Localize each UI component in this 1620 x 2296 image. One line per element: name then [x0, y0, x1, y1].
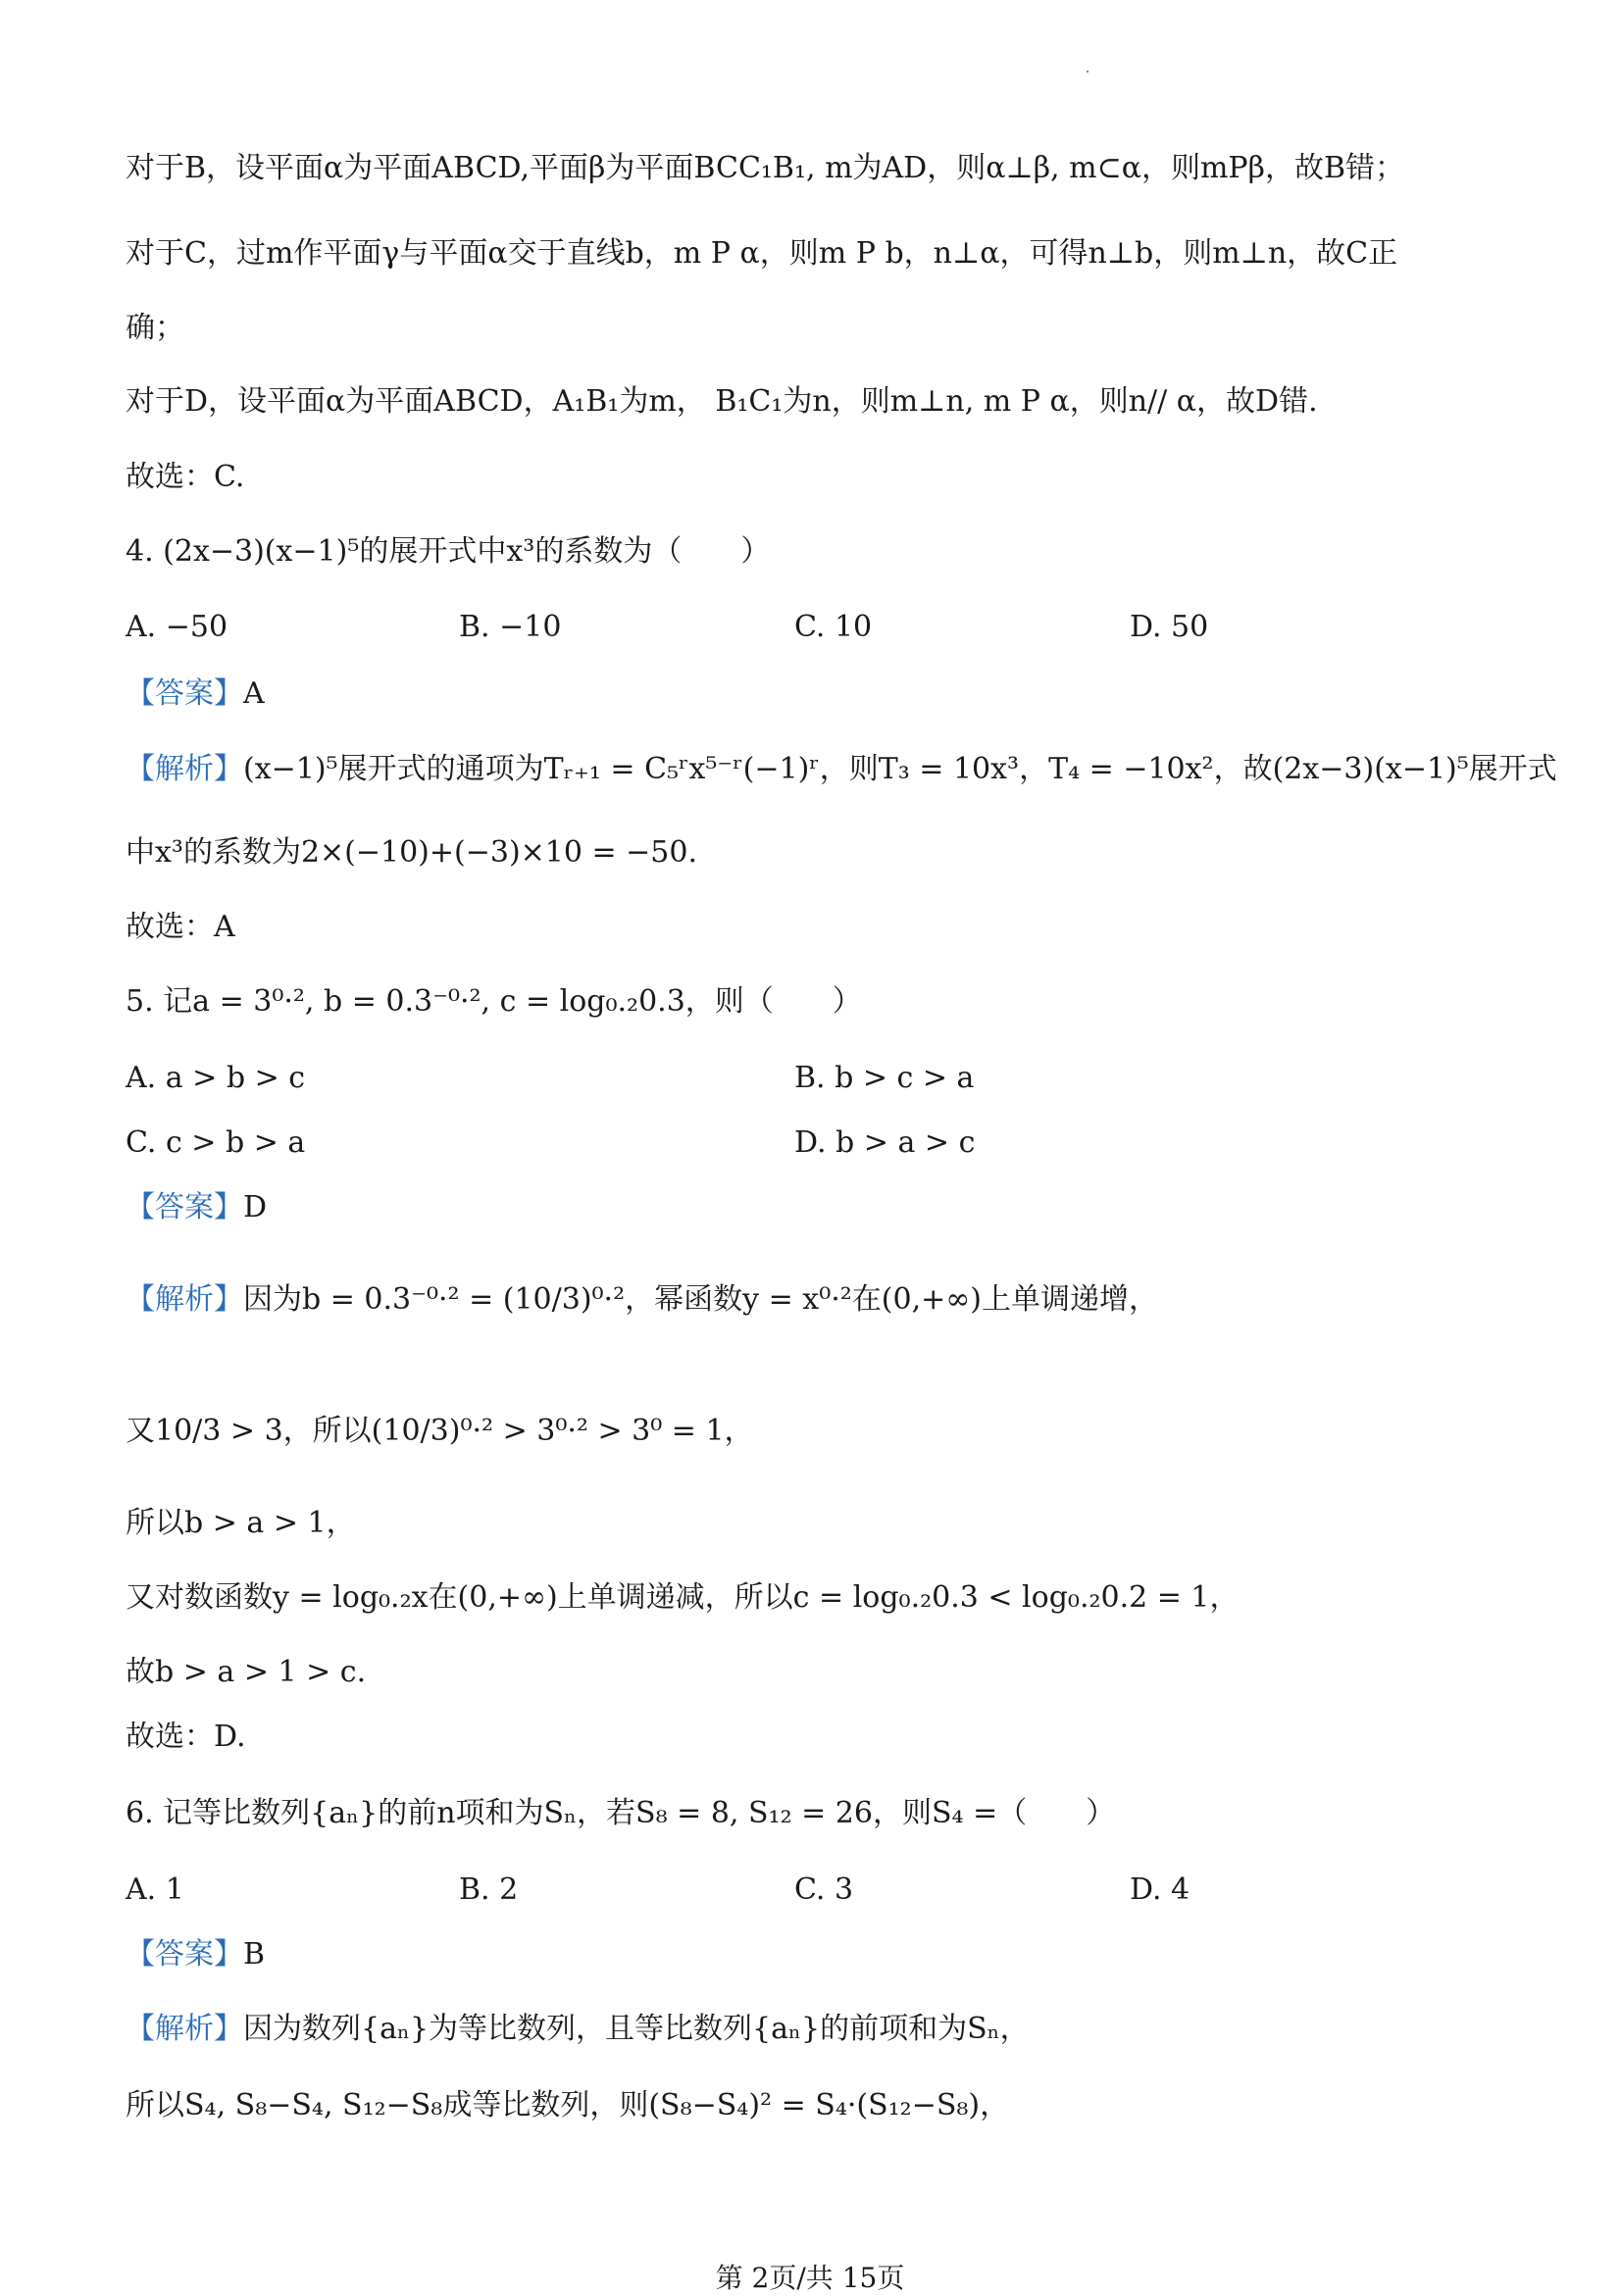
answer-tag: 【答案】: [126, 1190, 243, 1224]
analysis-tag: 【解析】: [126, 1282, 243, 1317]
solution-line-c-cont: 确；: [126, 311, 184, 345]
question-6: 6. 记等比数列{aₙ}的前n项和为Sₙ，若S₈ = 8, S₁₂ = 26，则S₄ =（ ）: [126, 1796, 1116, 1830]
q6-option-a: A. 1: [126, 1872, 184, 1907]
solution-line-c: 对于C，过m作平面γ与平面α交于直线b，m P α，则m P b，n⊥α，可得n⊥b，则m⊥n，故C正: [126, 236, 1398, 271]
q4-analysis: [126, 750, 1557, 789]
page-footer: 第 2页/共 15页: [715, 2262, 905, 2294]
q6-answer-value: B: [243, 1937, 266, 1972]
q4-option-c: C. 10: [794, 610, 873, 644]
q5-analysis-line4: 又对数函数y = log₀.₂x在(0,+∞)上单调递减，所以c = log₀.₂0.3 < log₀.₂0.2 = 1，: [126, 1580, 1240, 1615]
q5-analysis-text: 因为b = 0.3⁻⁰·² = (10/3)⁰·²，幂函数y = x⁰·²在(0,+∞)上单调递增，: [243, 1282, 1158, 1317]
q4-option-a: A. −50: [126, 610, 228, 644]
answer-tag: 【答案】: [126, 1937, 243, 1972]
question-5: 5. 记a = 3⁰·², b = 0.3⁻⁰·², c = log₀.₂0.3，则（ ）: [126, 984, 862, 1019]
analysis-tag: 【解析】: [126, 752, 243, 786]
q6-option-c: C. 3: [794, 1872, 854, 1907]
q5-option-a: A. a > b > c: [126, 1061, 306, 1095]
q5-option-d: D. b > a > c: [794, 1125, 976, 1160]
q6-analysis-cont: 所以S₄, S₈−S₄, S₁₂−S₈成等比数列，则(S₈−S₄)² = S₄·(S₁₂−S₈)，: [126, 2088, 1010, 2122]
q6-option-d: D. 4: [1130, 1872, 1190, 1907]
q4-option-b: B. −10: [459, 610, 562, 644]
solution-line-b: 对于B，设平面α为平面ABCD,平面β为平面BCC₁B₁, m为AD，则α⊥β, m⊂α，则mPβ，故B错；: [126, 151, 1404, 185]
q5-option-c: C. c > b > a: [126, 1125, 306, 1160]
q6-answer: [126, 1935, 1502, 1974]
q5-analysis-line2: 又10/3 > 3，所以(10/3)⁰·² > 3⁰·² > 3⁰ = 1，: [126, 1414, 754, 1448]
q5-option-b: B. b > c > a: [794, 1061, 975, 1095]
answer-tag: 【答案】: [126, 676, 243, 711]
q5-analysis-line5: 故b > a > 1 > c.: [126, 1655, 367, 1689]
q5-analysis: [126, 1280, 1502, 1320]
solution-line-d: 对于D，设平面α为平面ABCD，A₁B₁为m， B₁C₁为n，则m⊥n, m P α，则n// α，故D错.: [126, 384, 1318, 419]
q4-option-d: D. 50: [1130, 610, 1209, 644]
q6-analysis: [126, 2010, 1502, 2049]
q5-analysis-line3: 所以b > a > 1，: [126, 1506, 356, 1540]
decorative-dot: [1087, 71, 1088, 73]
q6-analysis-text: 因为数列{aₙ}为等比数列，且等比数列{aₙ}的前项和为Sₙ，: [243, 2012, 1030, 2046]
q6-option-b: B. 2: [459, 1872, 519, 1907]
choice-line-q4: 故选：A: [126, 910, 235, 944]
q4-analysis-text: (x−1)⁵展开式的通项为Tᵣ₊₁ = C₅ʳx⁵⁻ʳ(−1)ʳ，则T₃ = 10x³，T₄ = −10x²，故(2x−3)(x−1)⁵展开式: [243, 752, 1557, 786]
choice-line-q3: 故选：C.: [126, 460, 245, 494]
q4-analysis-cont: 中x³的系数为2×(−10)+(−3)×10 = −50.: [126, 835, 698, 870]
q5-answer-value: D: [243, 1190, 268, 1224]
choice-line-q5: 故选：D.: [126, 1720, 246, 1754]
q4-answer: [126, 674, 1502, 714]
question-4: 4. (2x−3)(x−1)⁵的展开式中x³的系数为（ ）: [126, 534, 771, 569]
analysis-tag: 【解析】: [126, 2012, 243, 2046]
q5-answer: [126, 1188, 1502, 1227]
q4-answer-value: A: [243, 676, 265, 711]
